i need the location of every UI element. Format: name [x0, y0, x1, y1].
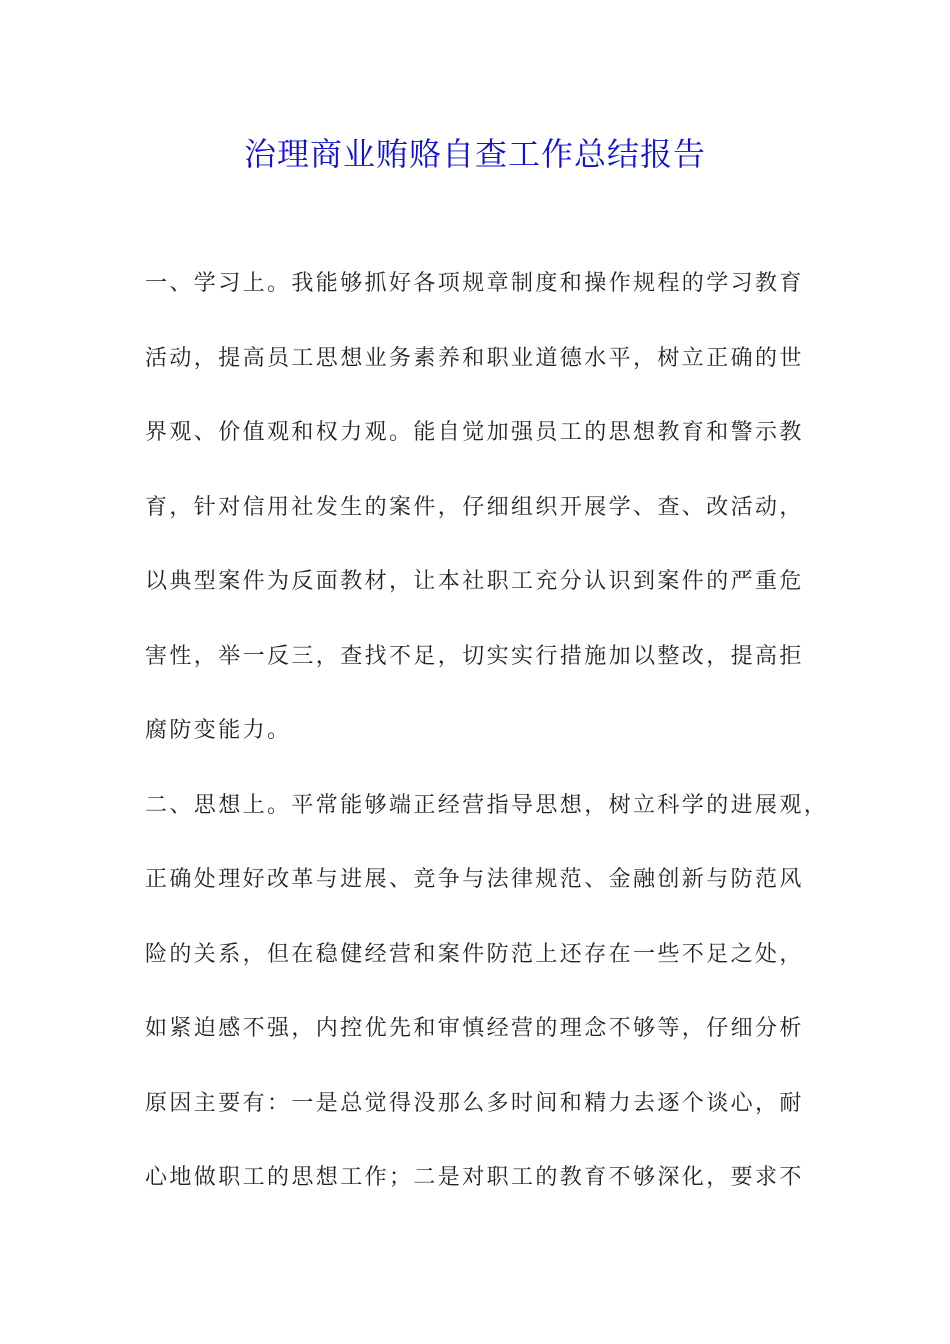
body-line: 害性，举一反三，查找不足，切实实行措施加以整改，提高拒 — [145, 643, 804, 669]
body-line: 一、学习上。我能够抓好各项规章制度和操作规程的学习教育 — [145, 271, 804, 296]
body-line: 活动，提高员工思想业务素养和职业道德水平，树立正确的世 — [145, 345, 804, 371]
body-line: 心地做职工的思想工作；二是对职工的教育不够深化，要求不 — [145, 1165, 804, 1190]
body-line: 界观、价值观和权力观。能自觉加强员工的思想教育和警示教 — [145, 420, 804, 445]
body-line: 以典型案件为反面教材，让本社职工充分认识到案件的严重危 — [145, 569, 804, 594]
document-title: 治理商业贿赂自查工作总结报告 — [243, 135, 706, 173]
body-line: 险的关系，但在稳健经营和案件防范上还存在一些不足之处， — [145, 941, 804, 967]
body-line: 育，针对信用社发生的案件，仔细组织开展学、查、改活动， — [145, 494, 804, 520]
body-line: 腐防变能力。 — [145, 718, 292, 743]
document-body — [145, 259, 829, 1228]
body-line: 二、思想上。平常能够端正经营指导思想，树立科学的进展观， — [145, 792, 829, 818]
body-line: 原因主要有：一是总觉得没那么多时间和精力去逐个谈心，耐 — [145, 1090, 804, 1116]
body-line: 如紧迫感不强，内控优先和审慎经营的理念不够等，仔细分析 — [145, 1016, 804, 1041]
body-line: 正确处理好改革与进展、竞争与法律规范、金融创新与防范风 — [145, 867, 804, 892]
